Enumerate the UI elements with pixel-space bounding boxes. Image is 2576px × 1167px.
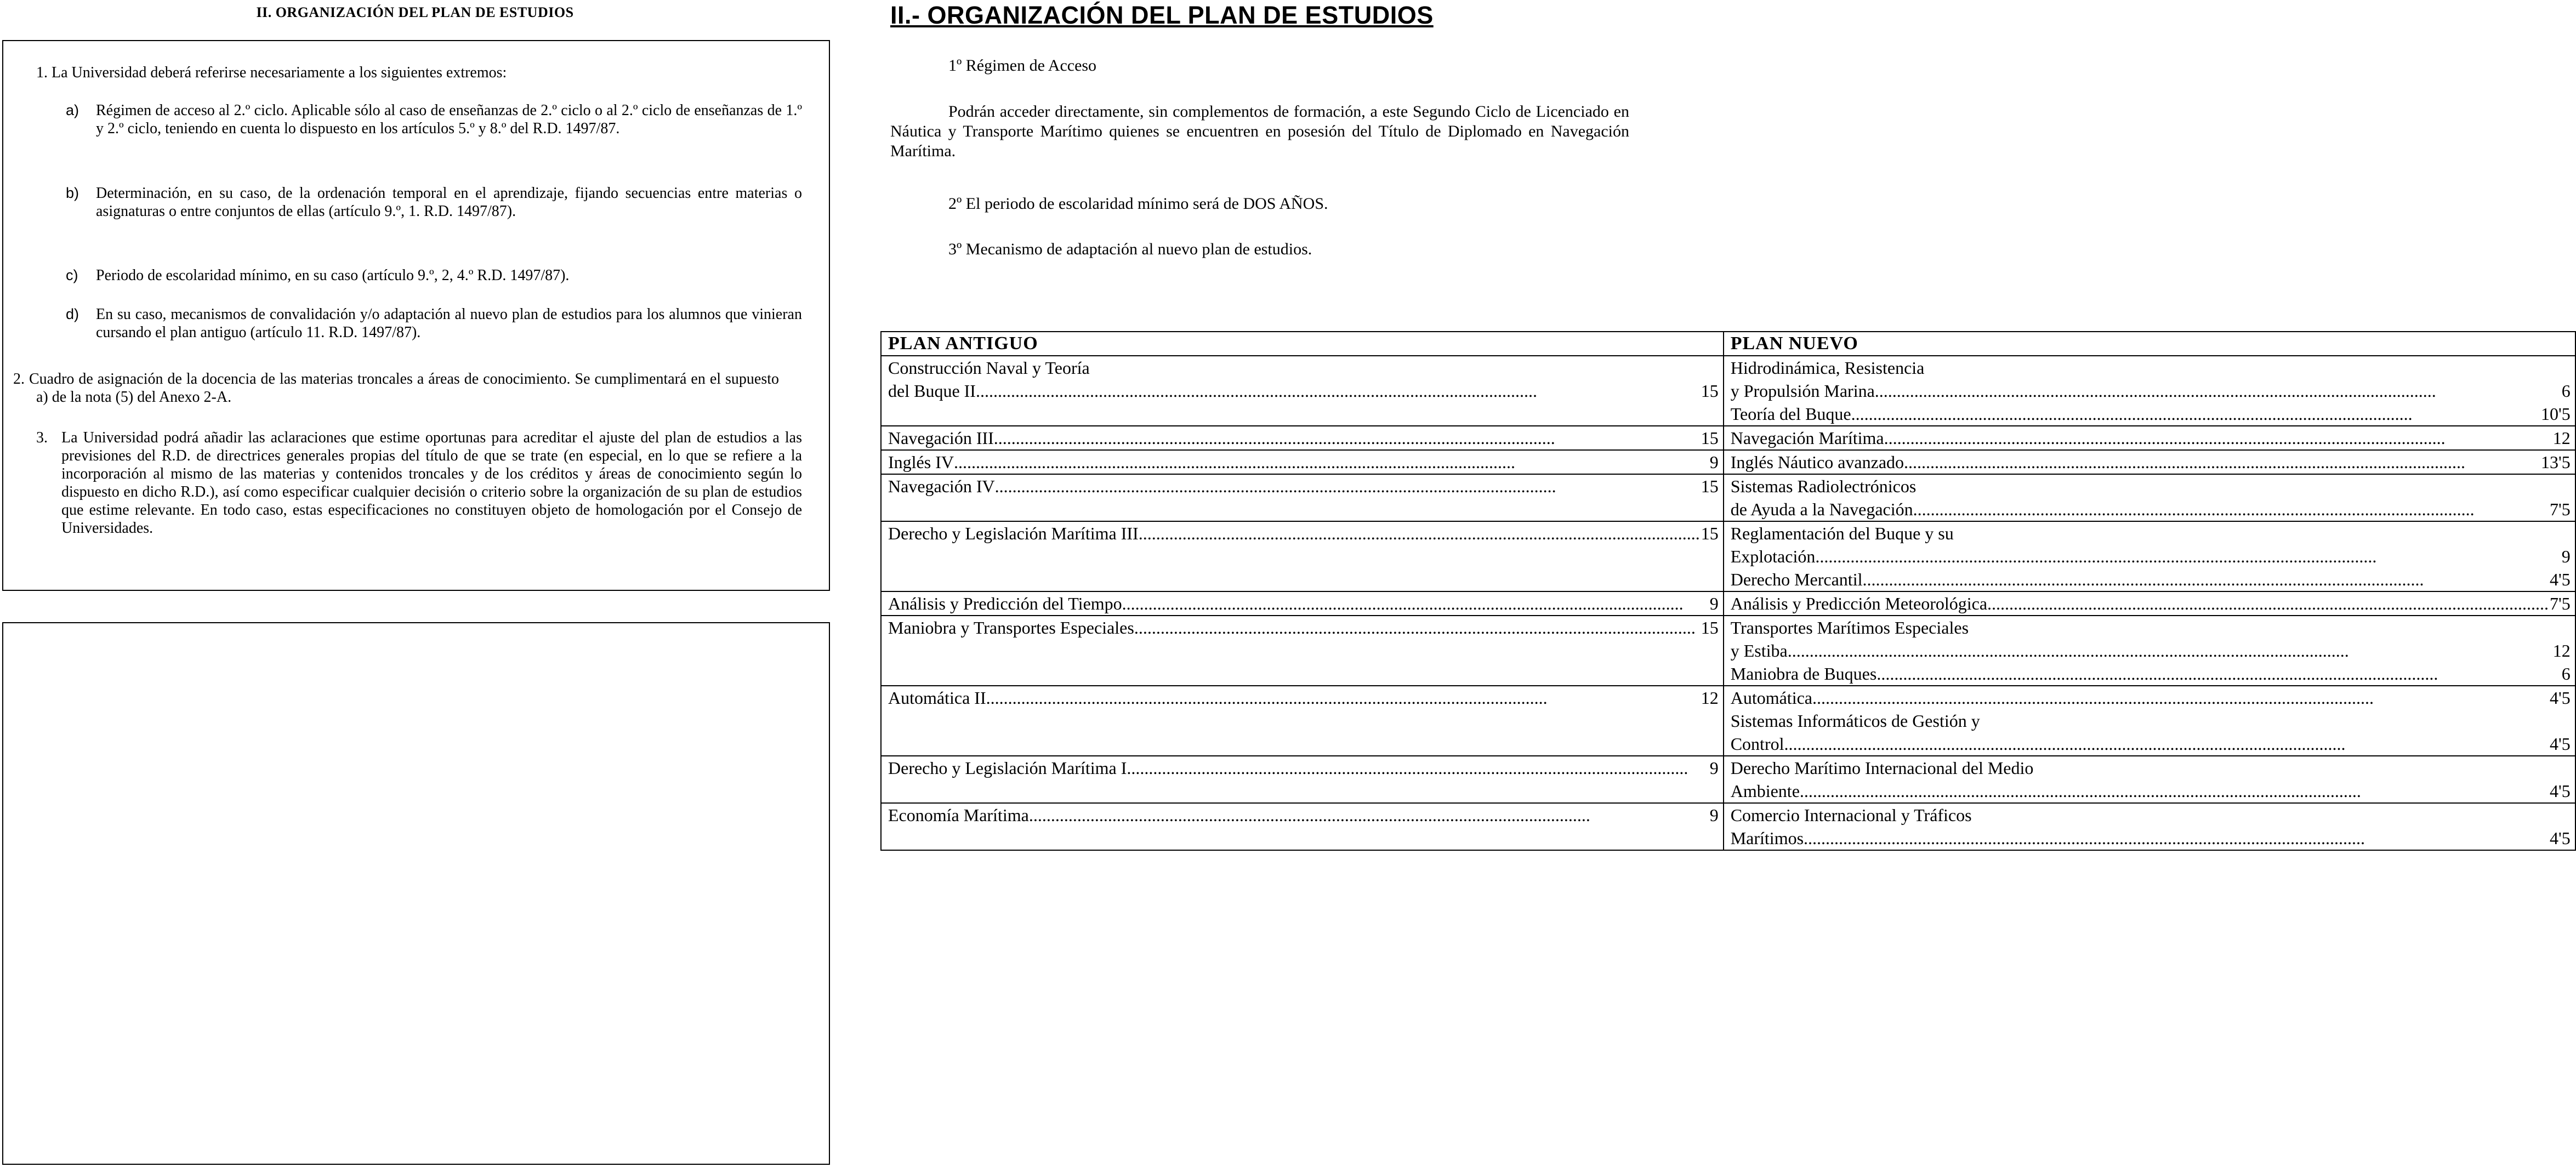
item-b-label: b) (66, 185, 79, 201)
course-line (1731, 522, 2571, 545)
course-name: Automática (1730, 688, 1812, 708)
credits-value: 12 (2552, 641, 2571, 661)
course-name: Sistemas Informáticos de Gestión y (1730, 711, 1980, 731)
access-heading: 1º Régimen de Acceso (948, 56, 1097, 75)
old-plan-cell (881, 426, 1724, 450)
column-header-old-plan: PLAN ANTIGUO (881, 332, 1724, 356)
dot-leader (1851, 402, 2540, 425)
item-c-text: Periodo de escolaridad mínimo, en su caso (artículo 9.º, 2, 4.º R.D. 1497/87). (96, 267, 570, 284)
course-line (1731, 426, 2571, 449)
course-name: Análisis y Predicción Meteorológica (1730, 594, 1988, 613)
course-line (1731, 451, 2571, 474)
credits-value: 15 (1701, 523, 1719, 543)
new-plan-cell (1724, 356, 2575, 426)
table-row (881, 756, 2575, 803)
table-row (881, 426, 2575, 450)
item-a-label: a) (66, 102, 79, 118)
course-line (1731, 732, 2571, 755)
course-name: Derecho Marítimo Internacional del Medio (1730, 758, 2034, 778)
credits-value: 6 (2561, 664, 2571, 684)
course-name: Navegación Marítima (1730, 428, 1884, 448)
old-plan-cell (881, 803, 1724, 850)
old-plan-cell (881, 591, 1724, 616)
new-plan-cell (1724, 426, 2575, 450)
credits-value: 12 (2552, 428, 2571, 448)
table-row (881, 591, 2575, 616)
course-line (1731, 356, 2571, 379)
credits-value: 9 (2561, 547, 2571, 566)
credits-value: 10'5 (2541, 404, 2571, 424)
new-plan-cell (1724, 686, 2575, 756)
instruction-item-1: 1. La Universidad deberá referirse necesariamente a los siguientes extremos: (36, 64, 507, 81)
course-line (1731, 616, 2571, 639)
course-line (1731, 827, 2571, 850)
course-name: Hidrodinámica, Resistencia (1730, 358, 1925, 378)
course-name: Maniobra de Buques (1730, 664, 1877, 684)
old-plan-cell (881, 356, 1724, 426)
old-plan-cell (881, 521, 1724, 591)
table-row (881, 686, 2575, 756)
course-line (888, 686, 1719, 709)
new-plan-cell (1724, 521, 2575, 591)
credits-value: 15 (1701, 618, 1719, 637)
course-name: Inglés Náutico avanzado (1730, 452, 1904, 472)
new-plan-cell (1724, 616, 2575, 686)
column-header-new-plan: PLAN NUEVO (1724, 332, 2575, 356)
course-line (888, 522, 1719, 545)
credits-value: 9 (1709, 758, 1719, 778)
dot-leader (1875, 379, 2561, 402)
item-c-label: c) (66, 267, 78, 283)
course-name: Navegación IV (888, 476, 995, 496)
credits-value: 12 (1701, 688, 1719, 708)
right-page-title: II.- ORGANIZACIÓN DEL PLAN DE ESTUDIOS (890, 1, 1434, 29)
dot-leader (1800, 779, 2549, 802)
course-line (1731, 804, 2571, 827)
table-row (881, 356, 2575, 426)
credits-value: 9 (1709, 805, 1719, 825)
instruction-item-3: La Universidad podrá añadir las aclaraciones que estime oportunas para acreditar el ajuste del plan de estudios a las previsiones del R.D. de directrices generales propias del título de que se trate (en especial, en lo que se refiere a la incorporación al mismo de las materias y contenidos troncales y de los créditos y áreas de conocimiento según lo dispuesto en dicho R.D.), así como especificar cualquier decisión o criterio sobre la organización de su plan de estudios que estime relevante. En todo caso, estas especificaciones no constituyen objeto de homologación por el Consejo de Universidades. (61, 429, 802, 537)
old-plan-cell (881, 474, 1724, 521)
dot-leader (1029, 804, 1709, 827)
credits-value: 9 (1709, 452, 1719, 472)
instruction-item-2: 2. Cuadro de asignación de la docencia de las materias troncales a áreas de conocimiento. Se cumplimentará en el supuesto a) de la nota (5) del Anexo 2-A. (13, 371, 779, 406)
old-plan-cell (881, 686, 1724, 756)
course-line (888, 379, 1719, 402)
adaptation-table-body (881, 356, 2575, 850)
course-line (888, 804, 1719, 827)
course-line (888, 426, 1719, 449)
credits-value: 9 (1709, 594, 1719, 613)
course-name: Sistemas Radiolectrónicos (1730, 476, 1917, 496)
table-row (881, 450, 2575, 474)
dot-leader (954, 451, 1709, 474)
course-name: y Propulsión Marina (1730, 381, 1875, 401)
course-name: Comercio Internacional y Tráficos (1730, 805, 1972, 825)
course-line (1731, 402, 2571, 425)
course-line (888, 451, 1719, 474)
dot-leader (976, 379, 1700, 402)
old-plan-cell (881, 756, 1724, 803)
table-row (881, 474, 2575, 521)
dot-leader (1788, 639, 2552, 662)
course-name: Maniobra y Transportes Especiales (888, 618, 1134, 637)
course-line (1731, 662, 2571, 685)
dot-leader (1804, 827, 2549, 850)
adaptation-heading: 3º Mecanismo de adaptación al nuevo plan de estudios. (948, 240, 1312, 258)
course-line (1731, 779, 2571, 802)
course-line (1731, 545, 2571, 568)
course-line (1731, 639, 2571, 662)
course-name: Automática II (888, 688, 986, 708)
dot-leader (1987, 592, 2549, 615)
dot-leader (1815, 545, 2560, 568)
course-line (1731, 709, 2571, 732)
adaptation-table (880, 331, 2576, 851)
dot-leader (1134, 616, 1700, 639)
table-row (881, 521, 2575, 591)
course-line (1731, 592, 2571, 615)
table-row (881, 803, 2575, 850)
course-name: Economía Marítima (888, 805, 1029, 825)
old-plan-cell (881, 450, 1724, 474)
item-b-text: Determinación, en su caso, de la ordenación temporal en el aprendizaje, fijando secuencias entre materias o asignaturas o entre conjuntos de ellas (artículo 9.º, 1. R.D. 1497/87). (96, 185, 802, 220)
credits-value: 15 (1701, 428, 1719, 448)
course-line (888, 756, 1719, 779)
course-name: de Ayuda a la Navegación (1730, 499, 1913, 519)
new-plan-cell (1724, 591, 2575, 616)
course-name: Construcción Naval y Teoría (888, 358, 1090, 378)
new-plan-cell (1724, 474, 2575, 521)
course-line (888, 616, 1719, 639)
dot-leader (1784, 732, 2549, 755)
course-name: Derecho y Legislación Marítima III (888, 523, 1139, 543)
course-line (1731, 756, 2571, 779)
credits-value: 4'5 (2550, 828, 2571, 848)
credits-value: 7'5 (2550, 594, 2571, 613)
course-name: Derecho y Legislación Marítima I (888, 758, 1127, 778)
credits-value: 4'5 (2550, 570, 2571, 589)
course-name: Transportes Marítimos Especiales (1730, 618, 1969, 637)
course-name: Análisis y Predicción del Tiempo (888, 594, 1122, 613)
access-paragraph: Podrán acceder directamente, sin complementos de formación, a este Segundo Ciclo de Licenciado en Náutica y Transporte Marítimo quienes se encuentren en posesión del Título de Diplomado en Navegación Marítima. (890, 103, 1629, 160)
dot-leader (1876, 662, 2560, 685)
dot-leader (986, 686, 1700, 709)
dot-leader (1862, 568, 2549, 591)
credits-value: 15 (1701, 381, 1719, 401)
course-line (1731, 379, 2571, 402)
course-name: del Buque II (888, 381, 976, 401)
table-row (881, 616, 2575, 686)
credits-value: 4'5 (2550, 734, 2571, 754)
course-name: Inglés IV (888, 452, 954, 472)
credits-value: 4'5 (2550, 781, 2571, 801)
course-line (888, 475, 1719, 498)
course-name: Explotación (1730, 547, 1816, 566)
course-line (1731, 498, 2571, 521)
course-name: Ambiente (1730, 781, 1800, 801)
course-name: Navegación III (888, 428, 994, 448)
course-name: Marítimos (1730, 828, 1804, 848)
dot-leader (1884, 426, 2552, 449)
dot-leader (994, 426, 1700, 449)
credits-value: 13'5 (2541, 452, 2571, 472)
credits-value: 6 (2561, 381, 2571, 401)
course-name: Teoría del Buque (1730, 404, 1851, 424)
dot-leader (1127, 756, 1708, 779)
course-name: Derecho Mercantil (1730, 570, 1863, 589)
course-name: Reglamentación del Buque y su (1730, 523, 1954, 543)
course-name: Control (1730, 734, 1784, 754)
item-d-label: d) (66, 306, 79, 322)
dot-leader (1122, 592, 1709, 615)
course-line (888, 356, 1719, 379)
credits-value: 4'5 (2550, 688, 2571, 708)
course-line (1731, 686, 2571, 709)
item-d-text: En su caso, mecanismos de convalidación y/o adaptación al nuevo plan de estudios para los alumnos que vinieran cursando el plan antiguo (artículo 11. R.D. 1497/87). (96, 306, 802, 341)
new-plan-cell (1724, 803, 2575, 850)
credits-value: 7'5 (2550, 499, 2571, 519)
credits-value: 15 (1701, 476, 1719, 496)
course-line (1731, 568, 2571, 591)
dot-leader (1812, 686, 2549, 709)
old-plan-cell (881, 616, 1724, 686)
dot-leader (995, 475, 1700, 498)
new-plan-cell (1724, 450, 2575, 474)
item-3-number: 3. (36, 429, 48, 446)
course-line (1731, 475, 2571, 498)
schooling-period: 2º El periodo de escolaridad mínimo será de DOS AÑOS. (948, 195, 1328, 213)
new-plan-cell (1724, 756, 2575, 803)
left-page-title: II. ORGANIZACIÓN DEL PLAN DE ESTUDIOS (256, 4, 574, 20)
dot-leader (1913, 498, 2549, 521)
dot-leader (1904, 451, 2540, 474)
empty-box (2, 622, 830, 1165)
course-line (888, 592, 1719, 615)
course-name: y Estiba (1730, 641, 1788, 661)
item-a-text: Régimen de acceso al 2.º ciclo. Aplicable sólo al caso de enseñanzas de 2.º ciclo o al 2.º ciclo de enseñanzas de 1.º y 2.º ciclo, teniendo en cuenta lo dispuesto en los artículos 5.º y 8.º del R.D. 1497/87. (96, 102, 802, 137)
dot-leader (1139, 522, 1700, 545)
